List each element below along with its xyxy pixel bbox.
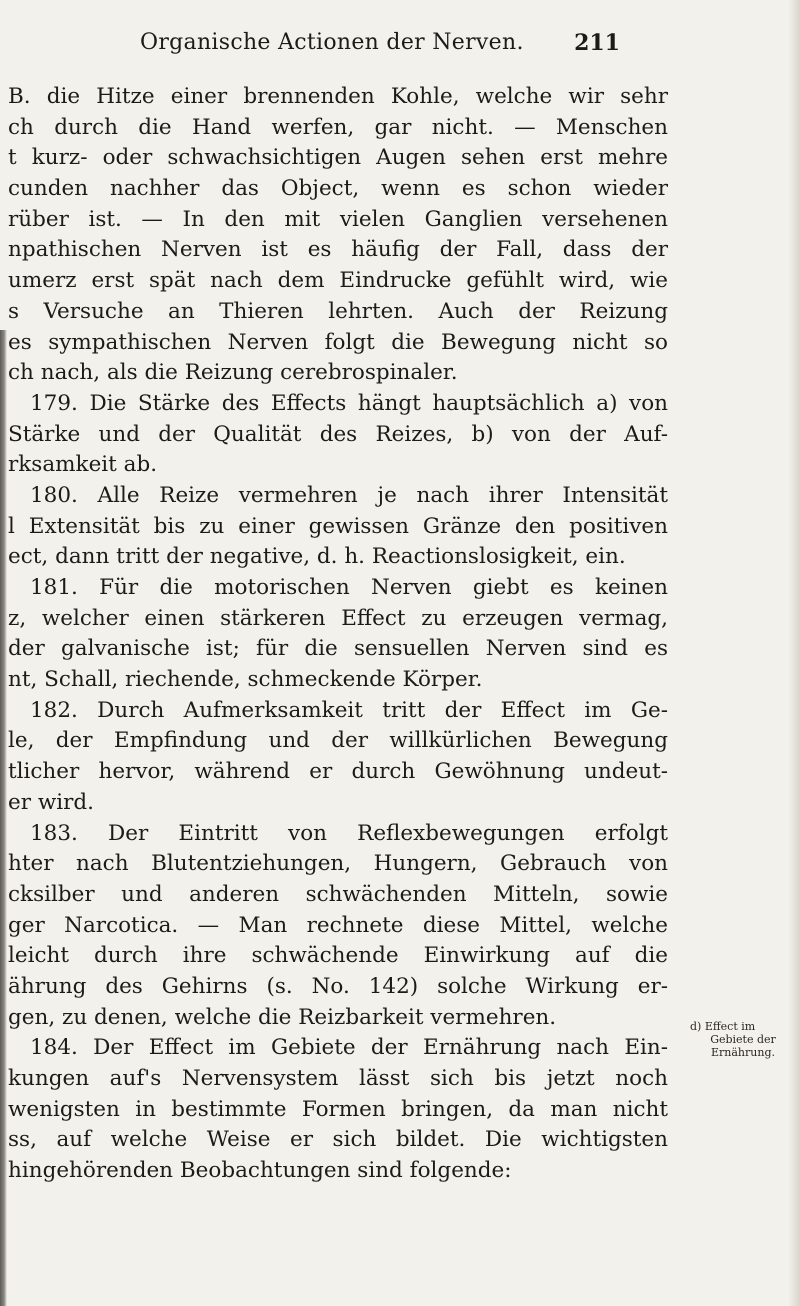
text-line: 182. Durch Aufmerksamkeit tritt der Effect im Ge- <box>30 697 668 723</box>
margin-note <box>688 1020 798 1059</box>
text-line: der galvanische ist; für die sensuellen Nerven sind es <box>8 636 668 662</box>
margin-note-line: Ernährung. <box>711 1046 775 1059</box>
text-line: B. die Hitze einer brennenden Kohle, welche wir sehr <box>8 84 668 109</box>
margin-note-line: d) Effect im <box>690 1020 756 1033</box>
text-line: ch durch die Hand werfen, gar nicht. — Menschen <box>8 114 668 140</box>
text-line: z, welcher einen stärkeren Effect zu erzeugen vermag, <box>8 605 668 631</box>
margin-note-line: Gebiete der <box>710 1033 776 1046</box>
text-line: gen, zu denen, welche die Reizbarkeit vermehren. <box>8 1004 557 1030</box>
text-line: npathischen Nerven ist es häufig der Fall, dass der <box>8 237 668 263</box>
text-line: t kurz- oder schwachsichtigen Augen sehen erst mehre <box>8 145 668 171</box>
running-title: Organische Actionen der Nerven. <box>140 30 524 55</box>
text-line: ss, auf welche Weise er sich bildet. Die wichtigsten <box>8 1127 668 1153</box>
text-line: es sympathischen Nerven folgt die Bewegung nicht so <box>8 329 668 355</box>
running-header <box>140 30 620 70</box>
text-line: 180. Alle Reize vermehren je nach ihrer Intensität <box>30 482 668 508</box>
text-line: le, der Empfindung und der willkürlichen Bewegung <box>8 728 668 754</box>
text-line: ect, dann tritt der negative, d. h. Reactionslosigkeit, ein. <box>8 544 626 570</box>
text-line: cksilber und anderen schwächenden Mitteln, sowie <box>8 881 668 907</box>
text-line: l Extensität bis zu einer gewissen Gränze den positiven <box>8 513 668 539</box>
page-number: 211 <box>574 30 620 56</box>
text-line: tlicher hervor, während er durch Gewöhnung undeut- <box>8 759 668 785</box>
text-line: s Versuche an Thieren lehrten. Auch der Reizung <box>8 298 668 324</box>
text-line: 183. Der Eintritt von Reflexbewegungen erfolgt <box>30 820 668 846</box>
text-line: rksamkeit ab. <box>8 452 158 478</box>
text-line: er wird. <box>8 789 94 815</box>
text-line: umerz erst spät nach dem Eindrucke gefühlt wird, wie <box>8 268 668 294</box>
text-line: ger Narcotica. — Man rechnete diese Mittel, welche <box>8 912 668 938</box>
body-text <box>8 82 668 1187</box>
text-line: 184. Der Effect im Gebiete der Ernährung nach Ein- <box>30 1035 668 1061</box>
text-line: ch nach, als die Reizung cerebrospinaler. <box>8 360 458 386</box>
text-line: 179. Die Stärke des Effects hängt hauptsächlich a) von <box>30 390 668 416</box>
text-line: 181. Für die motorischen Nerven giebt es keinen <box>30 575 668 600</box>
page-edge <box>788 0 800 1306</box>
text-line: leicht durch ihre schwächende Einwirkung auf die <box>8 943 668 969</box>
text-line: Stärke und der Qualität des Reizes, b) von der Auf- <box>8 421 668 447</box>
text-line: rüber ist. — In den mit vielen Ganglien versehenen <box>8 206 668 232</box>
text-line: hter nach Blutentziehungen, Hungern, Gebrauch von <box>8 851 668 877</box>
text-line: kungen auf's Nervensystem lässt sich bis jetzt noch <box>8 1066 668 1091</box>
text-line: wenigsten in bestimmte Formen bringen, da man nicht <box>8 1096 668 1122</box>
text-line: ährung des Gehirns (s. No. 142) solche Wirkung er- <box>8 973 668 999</box>
text-line: hingehörenden Beobachtungen sind folgende: <box>8 1158 512 1184</box>
text-line: cunden nachher das Object, wenn es schon wieder <box>8 176 668 202</box>
text-line: nt, Schall, riechende, schmeckende Körper. <box>8 667 483 693</box>
binding-shadow <box>0 330 7 1306</box>
